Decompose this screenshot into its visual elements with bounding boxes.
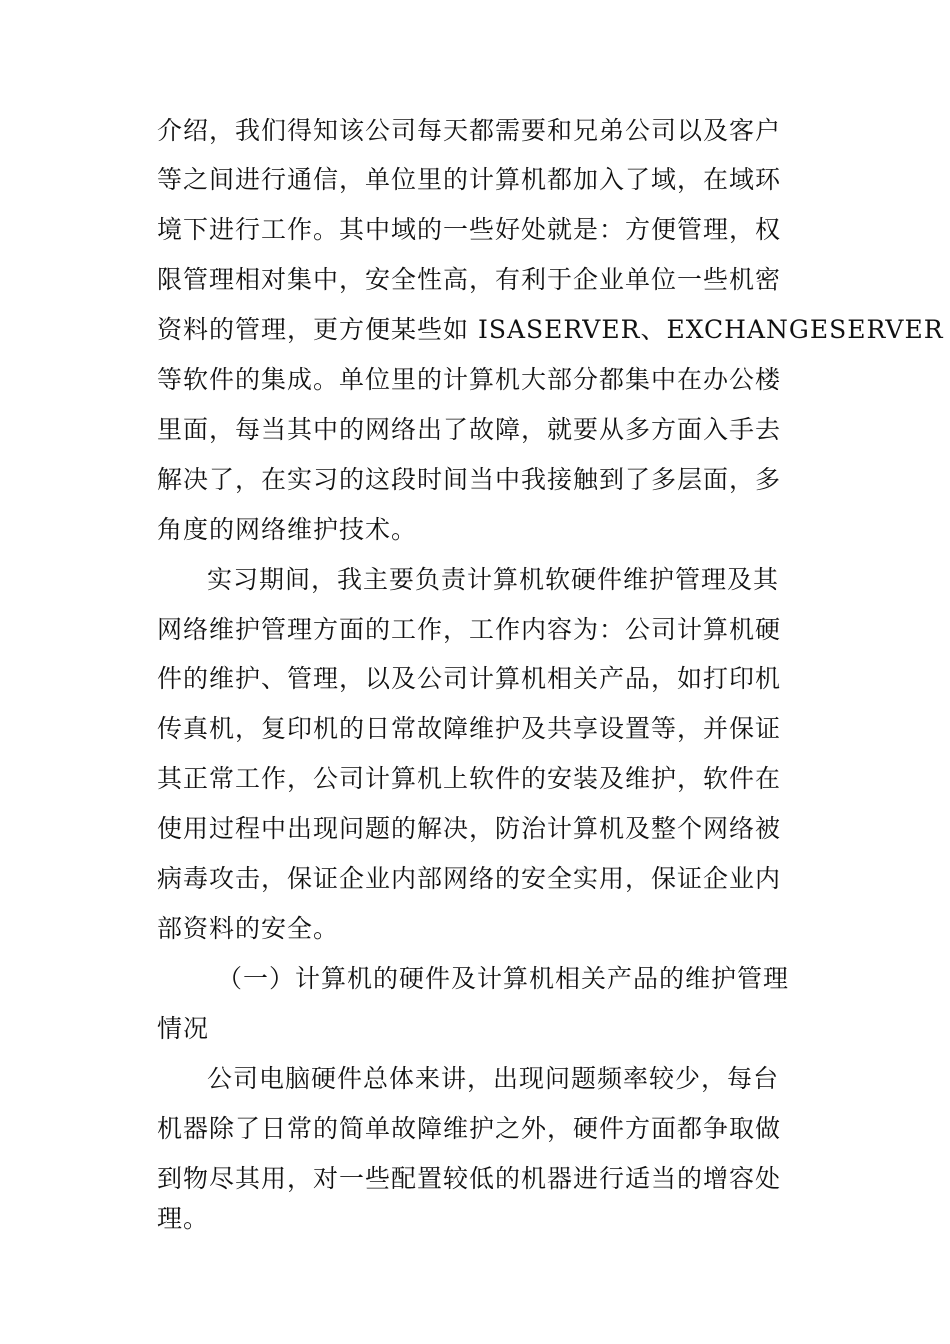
paragraph-line: 限管理相对集中，安全性高，有利于企业单位一些机密 bbox=[157, 265, 782, 294]
paragraph-line: 解决了，在实习的这段时间当中我接触到了多层面，多 bbox=[157, 465, 782, 494]
paragraph-line: 其正常工作，公司计算机上软件的安装及维护，软件在 bbox=[157, 764, 782, 793]
paragraph-line: 公司电脑硬件总体来讲，出现问题频率较少，每台 bbox=[207, 1064, 780, 1093]
section-heading-continuation: 情况 bbox=[157, 1014, 210, 1043]
paragraph-line: 资料的管理，更方便某些如 ISASERVER、EXCHANGESERVER bbox=[157, 315, 944, 344]
section-heading: （一）计算机的硬件及计算机相关产品的维护管理 bbox=[217, 964, 790, 993]
paragraph-line: 传真机，复印机的日常故障维护及共享设置等，并保证 bbox=[157, 714, 782, 743]
paragraph-line: 网络维护管理方面的工作，工作内容为：公司计算机硬 bbox=[157, 615, 782, 644]
paragraph-line: 实习期间，我主要负责计算机软硬件维护管理及其 bbox=[207, 565, 780, 594]
paragraph-line: 角度的网络维护技术。 bbox=[157, 515, 418, 544]
paragraph-line: 机器除了日常的简单故障维护之外，硬件方面都争取做 bbox=[157, 1114, 782, 1143]
paragraph-line: 等之间进行通信，单位里的计算机都加入了域，在域环 bbox=[157, 165, 782, 194]
paragraph-line: 等软件的集成。单位里的计算机大部分都集中在办公楼 bbox=[157, 365, 782, 394]
paragraph-line: 使用过程中出现问题的解决，防治计算机及整个网络被 bbox=[157, 814, 782, 843]
paragraph-line: 理。 bbox=[157, 1204, 210, 1233]
paragraph-line: 介绍，我们得知该公司每天都需要和兄弟公司以及客户 bbox=[157, 116, 782, 145]
paragraph-line: 境下进行工作。其中域的一些好处就是：方便管理，权 bbox=[157, 215, 782, 244]
paragraph-line: 件的维护、管理，以及公司计算机相关产品，如打印机 bbox=[157, 664, 782, 693]
paragraph-line: 到物尽其用，对一些配置较低的机器进行适当的增容处 bbox=[157, 1164, 782, 1193]
paragraph-line: 部资料的安全。 bbox=[157, 914, 340, 943]
paragraph-line: 病毒攻击，保证企业内部网络的安全实用，保证企业内 bbox=[157, 864, 782, 893]
paragraph-line: 里面，每当其中的网络出了故障，就要从多方面入手去 bbox=[157, 415, 782, 444]
